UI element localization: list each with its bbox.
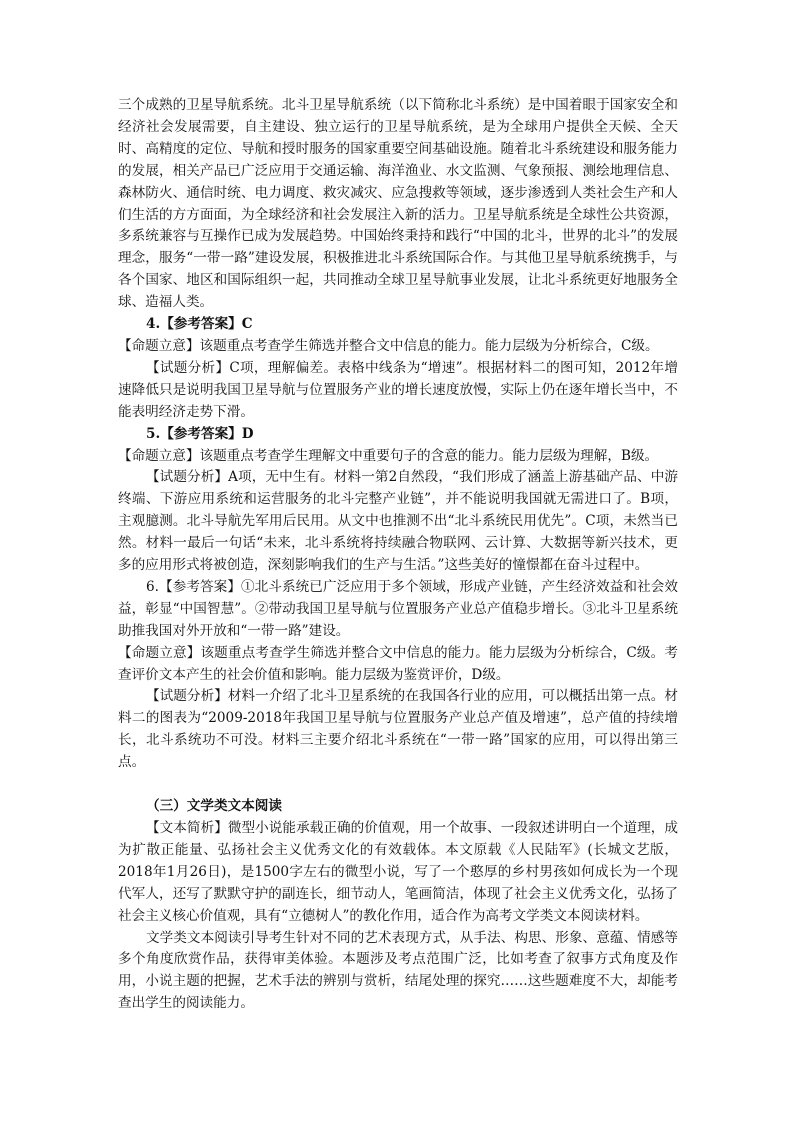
text-analysis-paragraph: 【文本简析】微型小说能承载正确的价值观，用一个故事、一段叙述讲明白一个道理，成为扩散正能量、弘扬社会主义优秀文化的有效载体。本文原载《人民陆军》(长城文艺版，2018年1月26日)，是1500字左右的微型小说，写了一个憨厚的乡村男孩如何成长为一个现代军人，还写了默默守护的副连长，细节动人，笔画简洁，体现了社会主义优秀文化，弘扬了社会主义核心价值观，具有“立德树人”的教化作用，适合作为高考文学类文本阅读材料。 — [118, 820, 678, 924]
section-gap — [118, 774, 678, 796]
section-heading-literary: （三）文学类文本阅读 — [146, 798, 282, 815]
answer-4-heading: 4.【参考答案】C — [146, 316, 253, 333]
paragraph-beidou-intro: 三个成熟的卫星导航系统。北斗卫星导航系统（以下简称北斗系统）是中国着眼于国家安全和经济社会发展需要，自主建设、独立运行的卫星导航系统，是为全球用户提供全天候、全天时、高精度的定位、导航和授时服务的国家重要空间基础设施。随着北斗系统建设和服务能力的发展，相关产品已广泛应用于交通运输、海洋渔业、水文监测、气象预报、测绘地理信息、森林防火、通信时统、电力调度、救灾减灾、应急搜救等领域，逐步渗透到人类社会生产和人们生活的方方面面，为全球经济和社会发展注入新的活力。卫星导航系统是全球性公共资源，多系统兼容与互操作已成为发展趋势。中国始终秉持和践行“中国的北斗，世界的北斗”的发展理念，服务“一带一路”建设发展，积极推进北斗系统国际合作。与其他卫星导航系统携手，与各个国家、地区和国际组织一起，共同推动全球卫星导航事业发展，让北斗系统更好地服务全球、造福人类。 — [118, 97, 678, 311]
answer-4-intent: 【命题立意】该题重点考查学生筛选并整合文中信息的能力。能力层级为分析综合，C级。 — [118, 337, 659, 354]
answer-4-analysis: 【试题分析】C项，理解偏差。表格中线条为“增速”。根据材料二的图可知，2012年增速降低只是说明我国卫星导航与位置服务产业的增长速度放慢，实际上仍在逐年增长当中，不能表明经济走势下滑。 — [118, 359, 678, 420]
literary-reading-paragraph: 文学类文本阅读引导考生针对不同的艺术表现方式，从手法、构思、形象、意蕴、情感等多个角度欣赏作品，获得审美体验。本题涉及考点范围广泛，比如考查了叙事方式角度及作用，小说主题的把握，艺术手法的辨别与赏析，结尾处理的探究……这些题难度不大，却能考查出学生的阅读能力。 — [118, 929, 678, 1012]
document-page — [118, 95, 678, 1015]
answer-5-intent: 【命题立意】该题重点考查学生理解文中重要句子的含意的能力。能力层级为理解，B级。 — [118, 447, 659, 464]
answer-6-analysis: 【试题分析】材料一介绍了北斗卫星系统的在我国各行业的应用，可以概括出第一点。材料二的图表为“2009-2018年我国卫星导航与位置服务产业总产值及增速”，总产值的持续增长，北斗系统功不可没。材料三主要介绍北斗系统在“一带一路”国家的应用，可以得出第三点。 — [118, 688, 678, 771]
answer-6-intent: 【命题立意】该题重点考查学生筛选并整合文中信息的能力。能力层级为分析综合，C级。考查评价文本产生的社会价值和影响。能力层级为鉴赏评价，D级。 — [118, 644, 678, 683]
answer-5-heading: 5.【参考答案】D — [146, 425, 254, 442]
answer-6: 6.【参考答案】①北斗系统已广泛应用于多个领域，形成产业链，产生经济效益和社会效益，彰显“中国智慧”。②带动我国卫星导航与位置服务产业总产值稳步增长。③北斗卫星系统助推我国对外开放和“一带一路”建设。 — [118, 578, 678, 639]
answer-5-analysis: 【试题分析】A项，无中生有。材料一第2自然段，“我们形成了涵盖上游基础产品、中游终端、下游应用系统和运营服务的北斗完整产业链”，并不能说明我国就无需进口了。B项，主观臆测。北斗导航先军用后民用。从文中也推测不出“北斗系统民用优先”。C项，未然当已然。材料一最后一句话“未来，北斗系统将持续融合物联网、云计算、大数据等新兴技术，更多的应用形式将被创造，深刻影响我们的生产与生活。”这些美好的憧憬都在奋斗过程中。 — [118, 469, 678, 574]
